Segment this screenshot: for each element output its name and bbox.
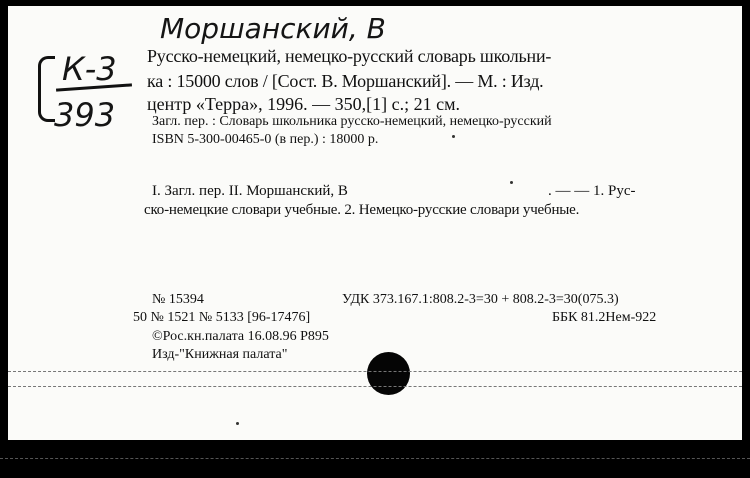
handwritten-author: Моршанский, В [160,12,386,45]
footer-copyright: ©Рос.кн.палата 16.08.96 P895 [152,329,329,344]
scan-line-3 [0,458,750,459]
handwritten-shelf-bottom: 393 [54,96,116,134]
footer-bbk: ББК 81.2Нем-922 [552,310,657,325]
footer-number-1: № 15394 [152,292,204,307]
record-line-2: ка : 15000 слов / [Сост. В. Моршанский]. — М. : Изд. [147,71,544,91]
footer-number-2: 50 № 1521 № 5133 [96-17476] [133,310,311,325]
record-line-5: ISBN 5-300-00465-0 (в пер.) : 18000 р. [152,132,379,147]
footer-udk: УДК 373.167.1:808.2-3=30 + 808.2-3=30(075.3) [342,292,619,307]
scan-line-1 [8,371,742,372]
record-line-4: Загл. пер. : Словарь школьника русско-немецкий, немецко-русский [152,114,552,129]
tracings-line-1-right: . — — 1. Рус- [548,183,636,199]
card-punch-hole [367,352,410,395]
record-line-1: Русско-немецкий, немецко-русский словарь школьни- [147,46,552,66]
scan-speck [510,181,513,184]
tracings-line-2: ско-немецкие словари учебные. 2. Немецко-русские словари учебные. [144,202,580,218]
record-line-3: центр «Терра», 1996. — 350,[1] с.; 21 см. [147,94,460,114]
handwritten-bracket [38,56,55,122]
scan-speck [236,422,239,425]
scan-background [0,440,750,478]
tracings-line-1-left: I. Загл. пер. II. Моршанский, В [152,183,348,199]
footer-publisher: Изд-"Книжная палата" [152,347,288,362]
scan-speck [452,135,455,138]
scan-line-2 [8,386,742,387]
handwritten-shelf-top: К-3 [62,50,117,88]
